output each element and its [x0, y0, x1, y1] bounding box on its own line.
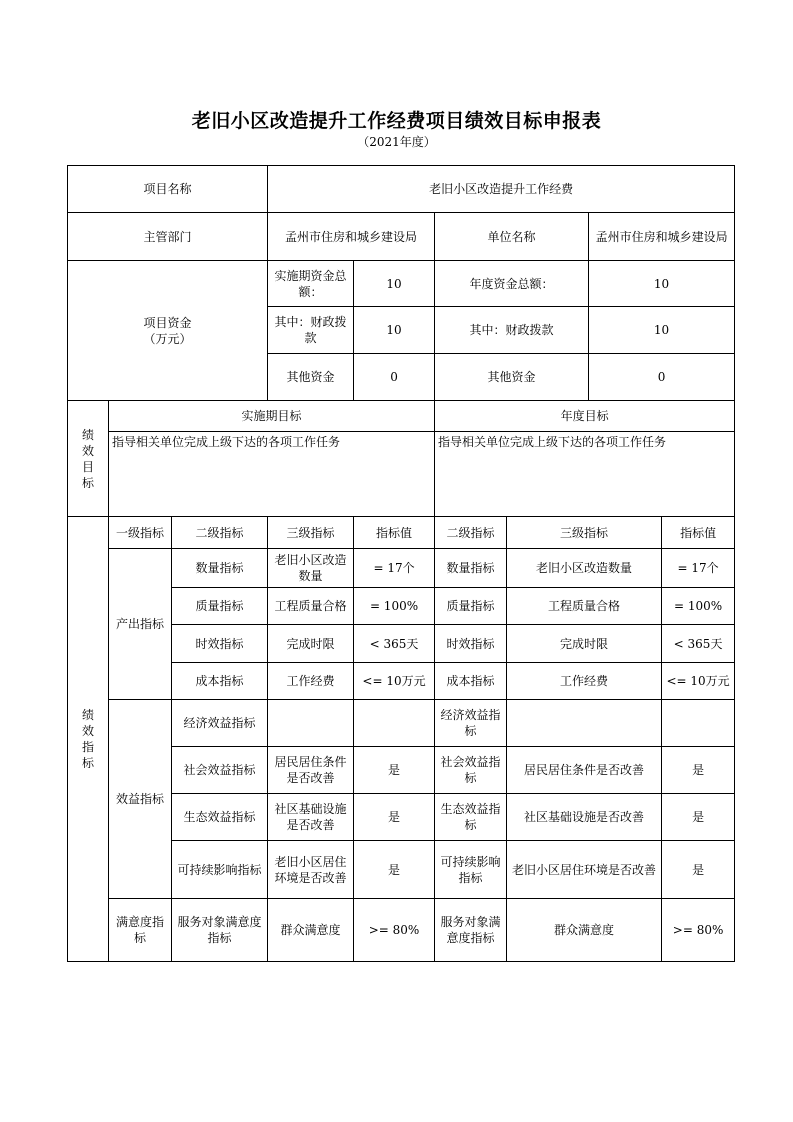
total-funds-label: 实施期资金总额： [268, 261, 354, 307]
goals-section-label [68, 401, 109, 517]
indicator-value: < 365天 [354, 625, 435, 663]
indicator-level3: 老旧小区居住环境是否改善 [268, 841, 354, 899]
indicator-level3: 社区基础设施是否改善 [268, 794, 354, 841]
table-row [68, 549, 735, 588]
page-subtitle: （2021年度） [357, 135, 436, 149]
level1-header: 一级指标 [109, 517, 172, 549]
annual-total-label: 年度资金总额： [435, 261, 589, 307]
annual-indicator-value: >= 80% [662, 899, 735, 962]
goals-text-row [68, 432, 735, 517]
project-name-row [68, 166, 735, 213]
funds-label [68, 261, 268, 401]
project-name-label: 项目名称 [68, 166, 268, 213]
annual-indicator-level3: 群众满意度 [507, 899, 662, 962]
unit-value: 孟州市住房和城乡建设局 [589, 213, 735, 261]
annual-indicator-level3: 工程质量合格 [507, 588, 662, 625]
annual-indicator-level3 [507, 700, 662, 747]
annual-indicator-value: 是 [662, 794, 735, 841]
indicator-level2: 社会效益指标 [172, 747, 268, 794]
indicator-level3: 完成时限 [268, 625, 354, 663]
indicator-value: 是 [354, 747, 435, 794]
annual-goal-text: 指导相关单位完成上级下达的各项工作任务 [435, 432, 735, 517]
page-title: 老旧小区改造提升工作经费项目绩效目标申报表 [191, 110, 602, 132]
annual-goal-header: 年度目标 [435, 401, 735, 432]
indicators-section-label [68, 517, 109, 962]
table-row [68, 700, 735, 747]
dept-label: 主管部门 [68, 213, 268, 261]
annual-indicator-level2: 数量指标 [435, 549, 507, 588]
annual-total-value: 10 [589, 261, 735, 307]
annual-fiscal-value: 10 [589, 307, 735, 354]
annual-indicator-level3: 老旧小区居住环境是否改善 [507, 841, 662, 899]
level3-header: 三级指标 [268, 517, 354, 549]
annual-level2-header: 二级指标 [435, 517, 507, 549]
annual-indicator-level3: 居民居住条件是否改善 [507, 747, 662, 794]
annual-indicator-value: 是 [662, 747, 735, 794]
indicator-level3: 老旧小区改造数量 [268, 549, 354, 588]
indicator-level2: 服务对象满意度指标 [172, 899, 268, 962]
project-name-value: 老旧小区改造提升工作经费 [268, 166, 735, 213]
annual-indicator-value: < 365天 [662, 625, 735, 663]
indicator-value: 是 [354, 841, 435, 899]
annual-indicator-level2: 服务对象满意度指标 [435, 899, 507, 962]
table-row [68, 899, 735, 962]
funds-total-row [68, 261, 735, 307]
other-funds-value: 0 [354, 354, 435, 401]
fiscal-funds-label: 其中：财政拨款 [268, 307, 354, 354]
annual-indicator-level3: 工作经费 [507, 663, 662, 700]
indicator-value [354, 700, 435, 747]
output-indicator-label: 产出指标 [109, 549, 172, 700]
total-funds-value: 10 [354, 261, 435, 307]
annual-indicator-level2: 时效指标 [435, 625, 507, 663]
annual-indicator-value [662, 700, 735, 747]
goals-header-row [68, 401, 735, 432]
funds-label-line1: 项目资金 [143, 315, 192, 330]
impl-goal-header: 实施期目标 [109, 401, 435, 432]
annual-other-value: 0 [589, 354, 735, 401]
annual-indicator-value: = 100% [662, 588, 735, 625]
indicator-level2: 成本指标 [172, 663, 268, 700]
indicator-value: <= 10万元 [354, 663, 435, 700]
annual-indicator-level2: 可持续影响指标 [435, 841, 507, 899]
annual-indicator-level2: 成本指标 [435, 663, 507, 700]
indicator-level2: 时效指标 [172, 625, 268, 663]
annual-indicator-value: 是 [662, 841, 735, 899]
annual-other-label: 其他资金 [435, 354, 589, 401]
level2-header: 二级指标 [172, 517, 268, 549]
indicator-level3 [268, 700, 354, 747]
unit-label: 单位名称 [435, 213, 589, 261]
goals-section-label-text: 绩效目标 [82, 427, 95, 490]
annual-indicator-level2: 质量指标 [435, 588, 507, 625]
other-funds-label: 其他资金 [268, 354, 354, 401]
annual-indicator-level2: 社会效益指标 [435, 747, 507, 794]
fiscal-funds-value: 10 [354, 307, 435, 354]
indicator-level2: 可持续影响指标 [172, 841, 268, 899]
impl-goal-text: 指导相关单位完成上级下达的各项工作任务 [109, 432, 435, 517]
funds-label-line2: （万元） [143, 331, 192, 346]
indicator-value: = 17个 [354, 549, 435, 588]
annual-indicator-value: = 17个 [662, 549, 735, 588]
annual-fiscal-label: 其中：财政拨款 [435, 307, 589, 354]
annual-indicator-level2: 生态效益指标 [435, 794, 507, 841]
indicator-value: 是 [354, 794, 435, 841]
indicator-level3: 群众满意度 [268, 899, 354, 962]
value-header: 指标值 [354, 517, 435, 549]
annual-indicator-level3: 完成时限 [507, 625, 662, 663]
indicator-level3: 工作经费 [268, 663, 354, 700]
benefit-indicator-label: 效益指标 [109, 700, 172, 899]
annual-indicator-level2: 经济效益指标 [435, 700, 507, 747]
indicator-level3: 居民居住条件是否改善 [268, 747, 354, 794]
indicator-level2: 生态效益指标 [172, 794, 268, 841]
indicator-value: >= 80% [354, 899, 435, 962]
annual-indicator-level3: 老旧小区改造数量 [507, 549, 662, 588]
indicator-value: = 100% [354, 588, 435, 625]
annual-indicator-level3: 社区基础设施是否改善 [507, 794, 662, 841]
indicator-level2: 经济效益指标 [172, 700, 268, 747]
indicator-level2: 质量指标 [172, 588, 268, 625]
satisfaction-indicator-label: 满意度指标 [109, 899, 172, 962]
performance-goal-table [67, 165, 735, 962]
indicators-section-label-text: 绩效指标 [82, 708, 95, 770]
annual-value-header: 指标值 [662, 517, 735, 549]
annual-level3-header: 三级指标 [507, 517, 662, 549]
indicator-header-row [68, 517, 735, 549]
annual-indicator-value: <= 10万元 [662, 663, 735, 700]
indicator-level2: 数量指标 [172, 549, 268, 588]
department-row [68, 213, 735, 261]
dept-value: 孟州市住房和城乡建设局 [268, 213, 435, 261]
indicator-level3: 工程质量合格 [268, 588, 354, 625]
